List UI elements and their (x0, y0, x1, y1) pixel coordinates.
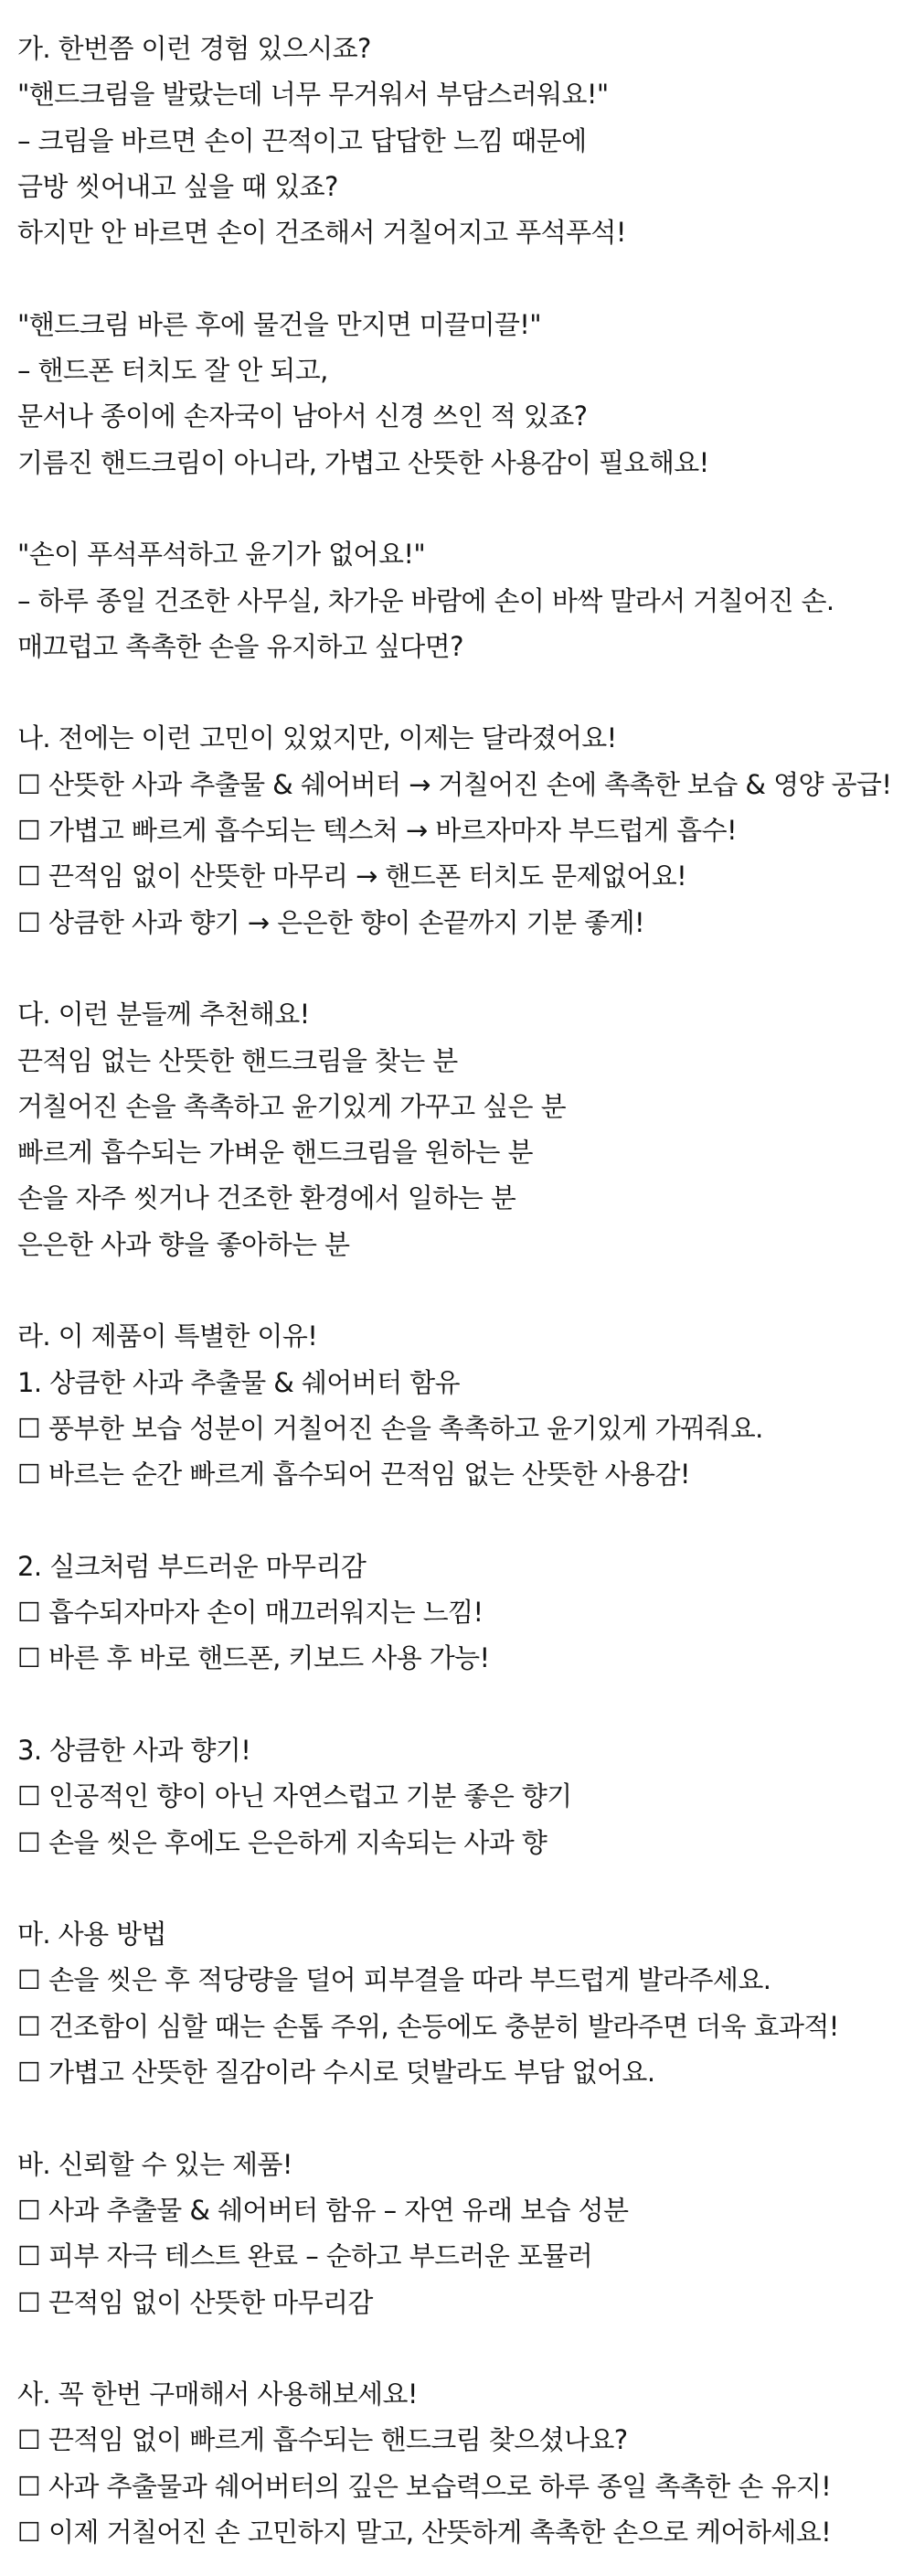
list-item: 빠르게 흡수되는 가벼운 핸드크림을 원하는 분 (17, 1137, 533, 1169)
paragraph-gap (17, 2325, 904, 2371)
paragraph-gap (17, 1865, 904, 1911)
list-item: 거칠어진 손을 촉촉하고 윤기있게 가꾸고 싶은 분 (17, 1090, 566, 1122)
section-experience-heavy (17, 26, 904, 255)
subheading: 1. 상큼한 사과 추출물 & 쉐어버터 함유 (17, 1366, 460, 1398)
section-call-to-action (17, 2371, 904, 2555)
paragraph-gap (17, 946, 904, 991)
checklist-item: ☐ 손을 씻은 후 적당량을 덜어 피부결을 따라 부드럽게 발라주세요. (17, 1964, 771, 1996)
section-heading: 마. 사용 방법 (17, 1919, 166, 1951)
checklist-item: ☐ 피부 자극 테스트 완료 – 순하고 부드러운 포뮬러 (17, 2240, 593, 2272)
section-trustworthy (17, 2142, 904, 2325)
checklist-item: ☐ 끈적임 없이 산뜻한 마무리 → 핸드폰 터치도 문제없어요! (17, 860, 687, 893)
section-apple-scent (17, 1727, 904, 1865)
checklist-item: ☐ 끈적임 없이 산뜻한 마무리감 (17, 2286, 373, 2318)
paragraph-gap (17, 1682, 904, 1727)
checklist-item: ☐ 바르는 순간 빠르게 흡수되어 끈적임 없는 산뜻한 사용감! (17, 1459, 690, 1491)
text-line: 문서나 종이에 손자국이 남아서 신경 쓰인 적 있죠? (17, 401, 588, 433)
checklist-item: ☐ 끈적임 없이 빠르게 흡수되는 핸드크림 찾으셨나요? (17, 2424, 628, 2456)
section-how-to-use (17, 1911, 904, 2095)
checklist-item: ☐ 흡수되자마자 손이 매끄러워지는 느낌! (17, 1597, 484, 1629)
text-line: 금방 씻어내고 싶을 때 있죠? (17, 170, 338, 202)
section-heading: 다. 이런 분들께 추천해요! (17, 999, 310, 1031)
subheading: 3. 상큼한 사과 향기! (17, 1734, 251, 1766)
paragraph-gap (17, 669, 904, 715)
checklist-item: ☐ 풍부한 보습 성분이 거칠어진 손을 촉촉하고 윤기있게 가꿔줘요. (17, 1412, 763, 1444)
paragraph-gap (17, 255, 904, 301)
text-line: – 하루 종일 건조한 사무실, 차가운 바람에 손이 바싹 말라서 거칠어진 손. (17, 584, 834, 616)
checklist-item: ☐ 상큼한 사과 향기 → 은은한 향이 손끝까지 기분 좋게! (17, 906, 644, 938)
paragraph-gap (17, 1267, 904, 1313)
section-before-after (17, 715, 904, 945)
text-line: "핸드크림을 발랐는데 너무 무거워서 부담스러워요!" (17, 79, 609, 111)
section-silky-finish (17, 1544, 904, 1682)
text-line: 매끄럽고 촉촉한 손을 유지하고 싶다면? (17, 630, 463, 662)
text-line: 기름진 핸드크림이 아니라, 가볍고 산뜻한 사용감이 필요해요! (17, 446, 709, 478)
checklist-item: ☐ 이제 거칠어진 손 고민하지 말고, 산뜻하게 촉촉한 손으로 케어하세요! (17, 2517, 832, 2549)
section-recommended-for (17, 991, 904, 1267)
section-heading: 나. 전에는 이런 고민이 있었지만, 이제는 달라졌어요! (17, 722, 617, 754)
checklist-item: ☐ 인공적인 향이 아닌 자연스럽고 기분 좋은 향기 (17, 1780, 572, 1812)
section-heading: 가. 한번쯤 이런 경험 있으시죠? (17, 33, 371, 64)
list-item: 끈적임 없는 산뜻한 핸드크림을 찾는 분 (17, 1044, 458, 1076)
text-line: "손이 푸석푸석하고 윤기가 없어요!" (17, 539, 426, 571)
paragraph-gap (17, 2095, 904, 2141)
section-experience-slippery (17, 302, 904, 486)
section-why-special (17, 1313, 904, 1497)
text-line: – 크림을 바르면 손이 끈적이고 답답한 느낌 때문에 (17, 124, 587, 156)
section-heading: 라. 이 제품이 특별한 이유! (17, 1320, 318, 1352)
text-line: – 핸드폰 터치도 잘 안 되고, (17, 355, 328, 387)
paragraph-gap (17, 1498, 904, 1544)
checklist-item: ☐ 사과 추출물과 쉐어버터의 깊은 보습력으로 하루 종일 촉촉한 손 유지! (17, 2470, 832, 2502)
section-heading: 사. 꼭 한번 구매해서 사용해보세요! (17, 2378, 418, 2410)
list-item: 손을 자주 씻거나 건조한 환경에서 일하는 분 (17, 1182, 516, 1214)
section-experience-dry (17, 531, 904, 669)
subheading: 2. 실크처럼 부드러운 마무리감 (17, 1550, 367, 1582)
checklist-item: ☐ 건조함이 심할 때는 손톱 주위, 손등에도 충분히 발라주면 더욱 효과적! (17, 2010, 839, 2042)
checklist-item: ☐ 가볍고 산뜻한 질감이라 수시로 덧발라도 부담 없어요. (17, 2057, 655, 2089)
section-heading: 바. 신뢰할 수 있는 제품! (17, 2148, 292, 2180)
checklist-item: ☐ 가볍고 빠르게 흡수되는 텍스처 → 바르자마자 부드럽게 흡수! (17, 815, 738, 847)
text-line: "핸드크림 바른 후에 물건을 만지면 미끌미끌!" (17, 308, 542, 340)
checklist-item: ☐ 사과 추출물 & 쉐어버터 함유 – 자연 유래 보습 성분 (17, 2194, 629, 2226)
paragraph-gap (17, 486, 904, 531)
checklist-item: ☐ 산뜻한 사과 추출물 & 쉐어버터 → 거칠어진 손에 촉촉한 보습 & 영양 공급! (17, 768, 892, 800)
text-line: 하지만 안 바르면 손이 건조해서 거칠어지고 푸석푸석! (17, 217, 626, 249)
checklist-item: ☐ 손을 씻은 후에도 은은하게 지속되는 사과 향 (17, 1826, 547, 1858)
checklist-item: ☐ 바른 후 바로 핸드폰, 키보드 사용 가능! (17, 1642, 490, 1674)
product-description (17, 26, 904, 2555)
list-item: 은은한 사과 향을 좋아하는 분 (17, 1228, 350, 1260)
